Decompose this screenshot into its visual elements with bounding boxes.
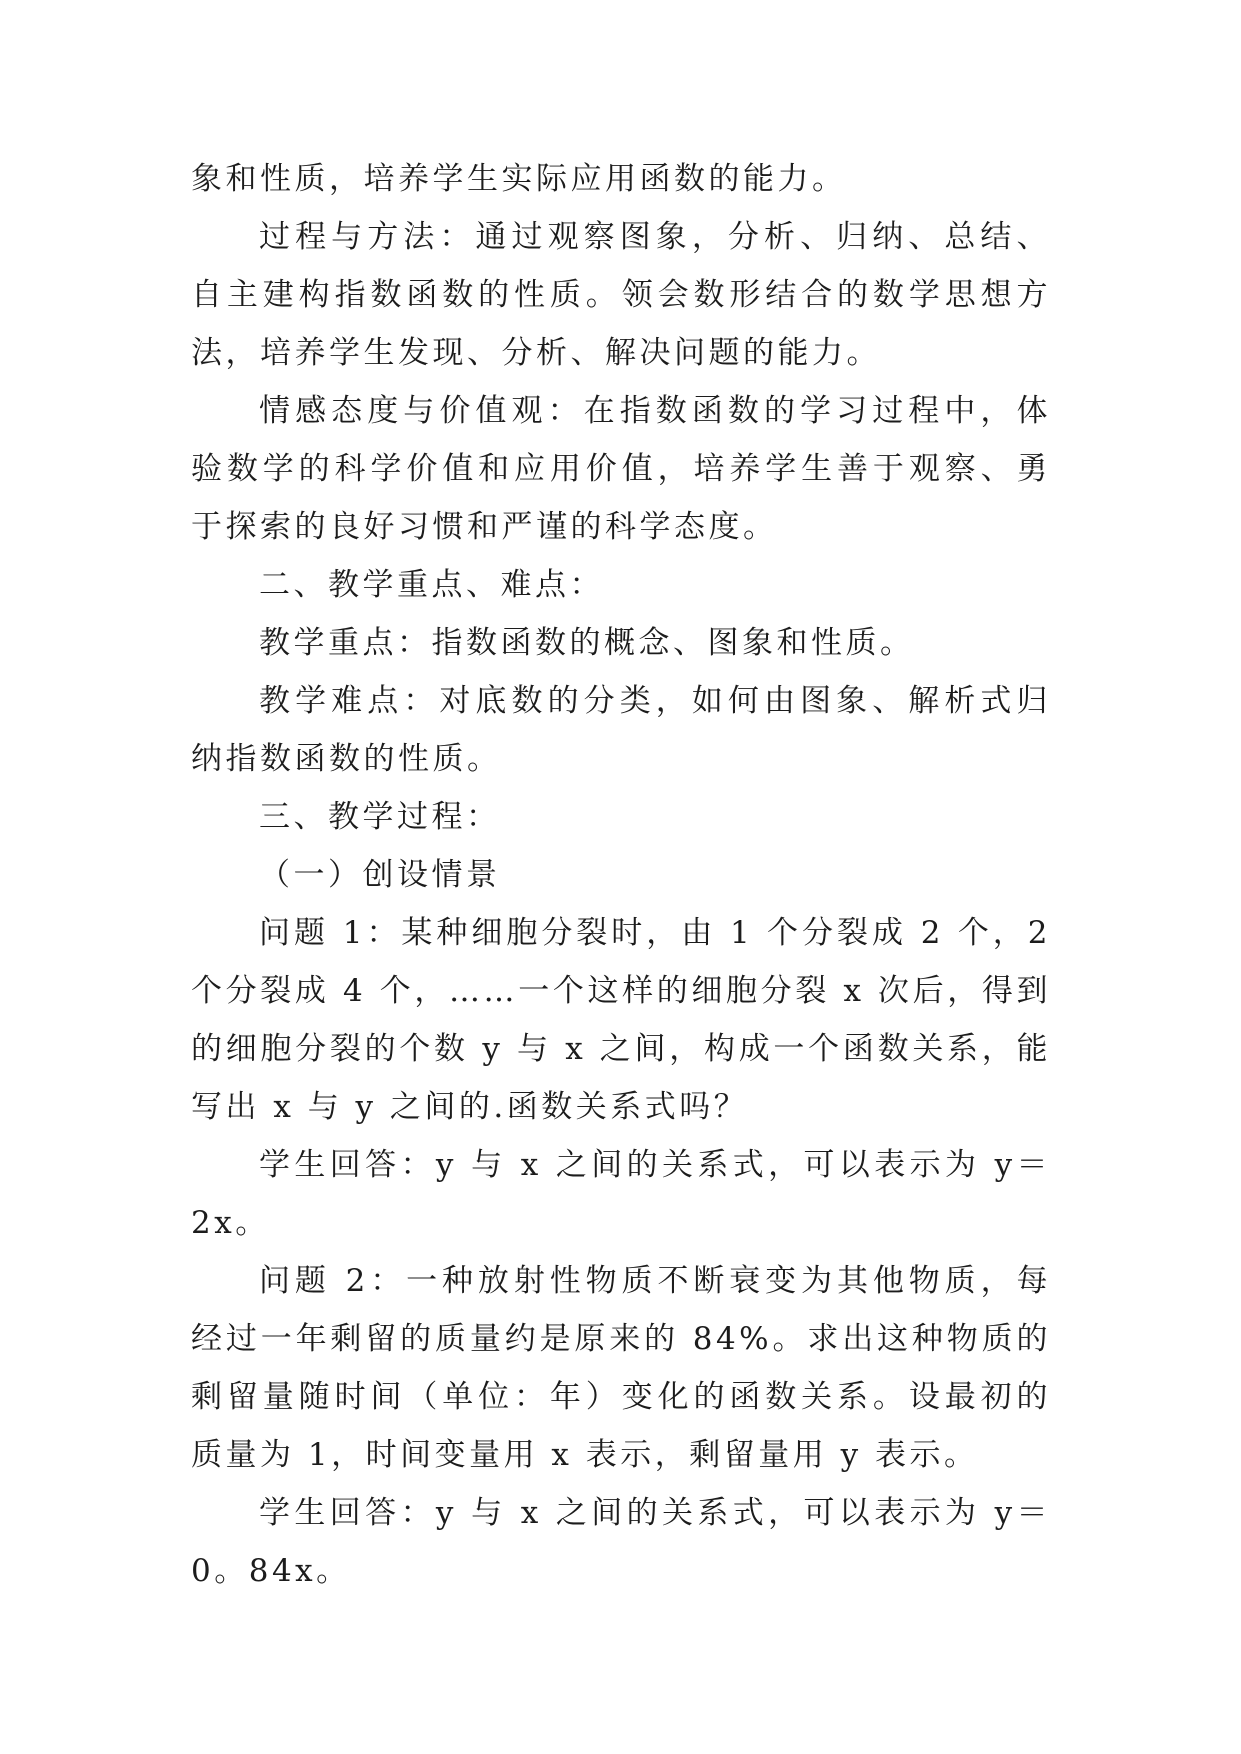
paragraph-objective-continued: 象和性质，培养学生实际应用函数的能力。 (191, 161, 847, 197)
heading-key-difficult-points: 二、教学重点、难点： (259, 567, 604, 603)
paragraph-key-point: 教学重点：指数函数的概念、图象和性质。 (259, 625, 915, 661)
paragraph-answer-1: 学生回答：y 与 x 之间的关系式，可以表示为 y＝2x。 (191, 1147, 1051, 1241)
document-body (191, 150, 1051, 1600)
paragraph-question-1: 问题 1：某种细胞分裂时，由 1 个分裂成 2 个，2 个分裂成 4 个，……一个这样的细胞分裂 x 次后，得到的细胞分裂的个数 y 与 x 之间，构成一个函数关系，能写出 x 与 y 之间的.函数关系式吗？ (191, 915, 1051, 1125)
paragraph-answer-2: 学生回答：y 与 x 之间的关系式，可以表示为 y＝0。84x。 (191, 1495, 1051, 1589)
heading-teaching-process: 三、教学过程： (259, 799, 501, 835)
paragraph-attitude-values: 情感态度与价值观：在指数函数的学习过程中，体验数学的科学价值和应用价值，培养学生善于观察、勇于探索的良好习惯和严谨的科学态度。 (191, 393, 1051, 545)
paragraph-question-2: 问题 2：一种放射性物质不断衰变为其他物质，每经过一年剩留的质量约是原来的 84%。求出这种物质的剩留量随时间（单位：年）变化的函数关系。设最初的质量为 1，时间变量用 x 表示，剩留量用 y 表示。 (191, 1263, 1051, 1473)
heading-create-scenario: （一）创设情景 (259, 857, 501, 893)
paragraph-difficult-point: 教学难点：对底数的分类，如何由图象、解析式归纳指数函数的性质。 (191, 683, 1051, 777)
paragraph-process-method: 过程与方法：通过观察图象，分析、归纳、总结、自主建构指数函数的性质。领会数形结合的数学思想方法，培养学生发现、分析、解决问题的能力。 (191, 219, 1051, 371)
